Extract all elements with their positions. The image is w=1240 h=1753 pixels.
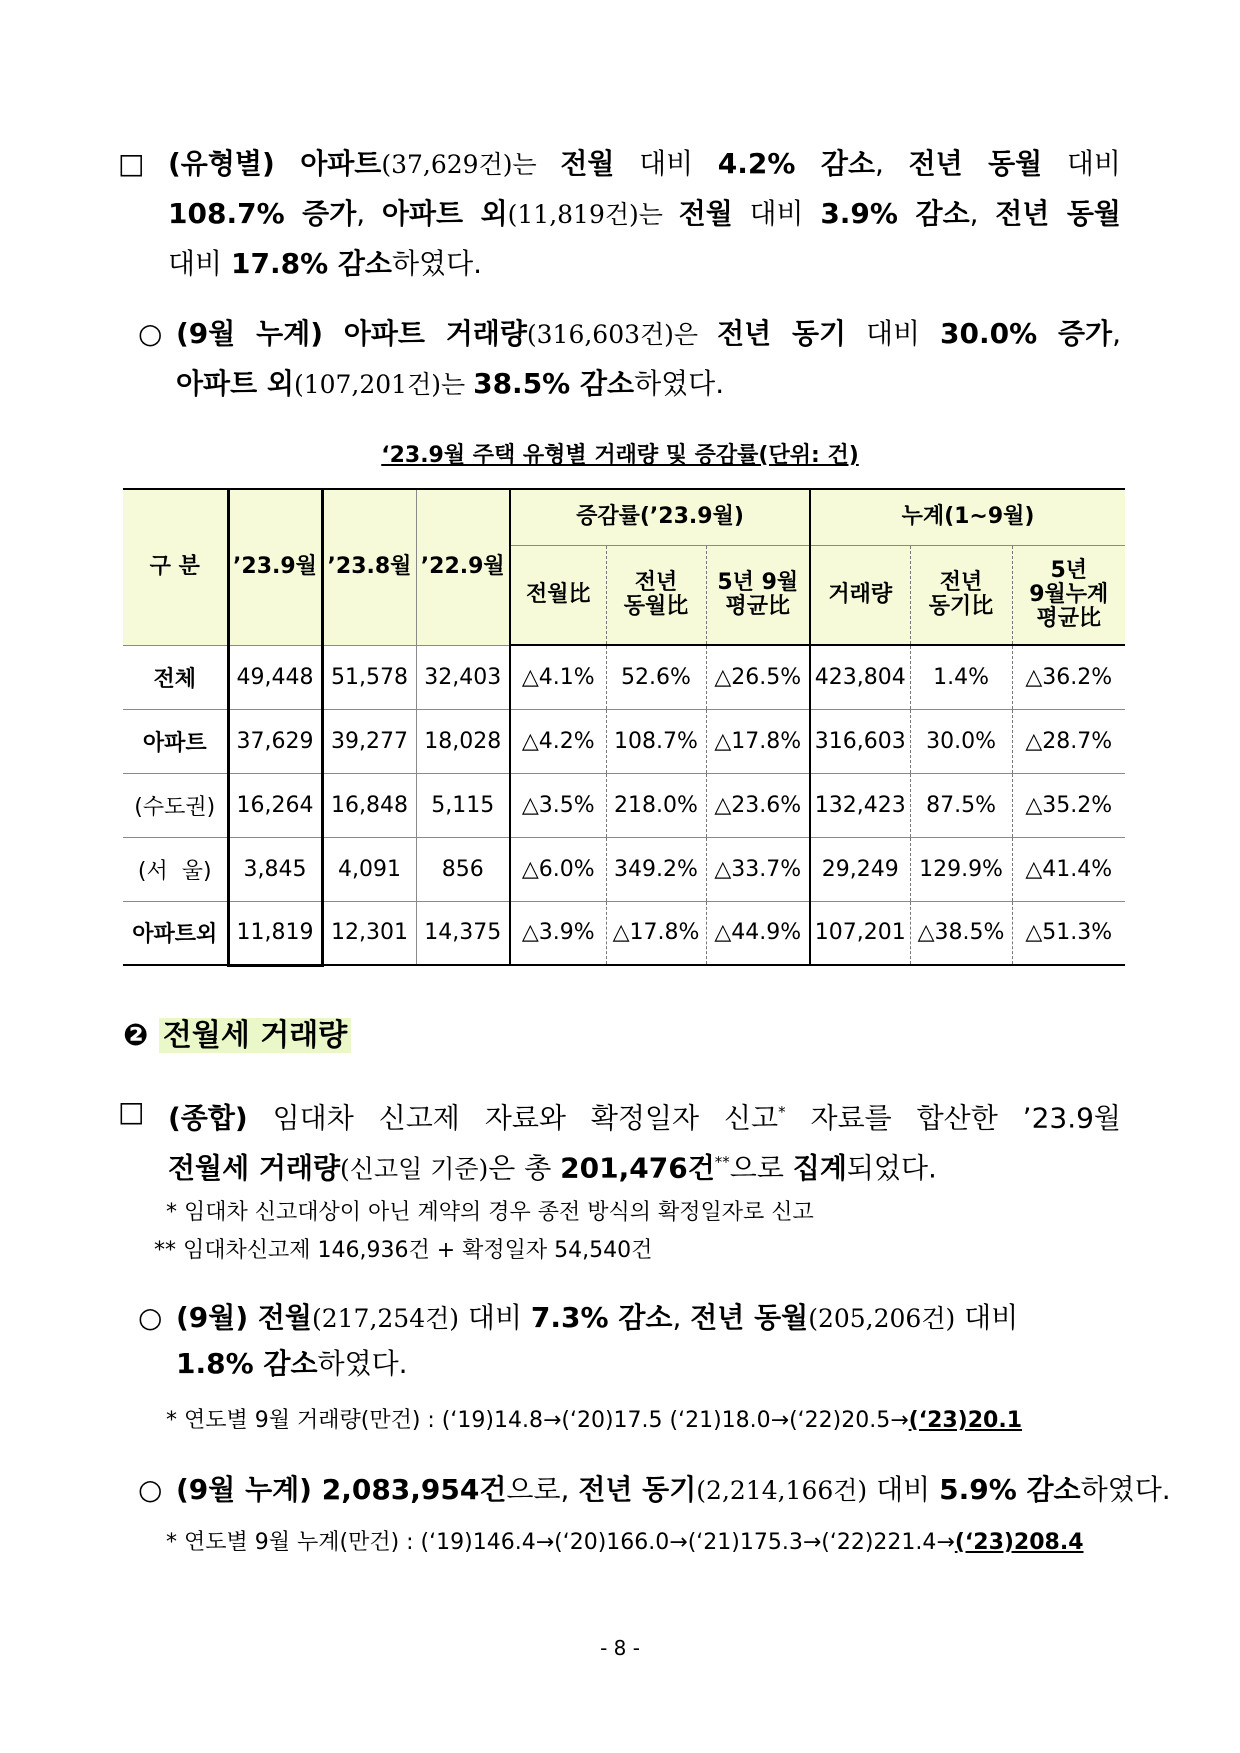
text-line bbox=[168, 1138, 937, 1193]
table-cell: 5,115 bbox=[416, 773, 510, 837]
table-cell: 423,804 bbox=[810, 645, 910, 709]
text-run: (신고일 기준) bbox=[340, 1154, 489, 1184]
header-col-2209: ’22.9월 bbox=[416, 489, 510, 645]
header-col-2308: ’23.8월 bbox=[322, 489, 416, 645]
text-run: 1.8% 감소 bbox=[176, 1347, 318, 1380]
row-label: (서 울) bbox=[123, 837, 228, 901]
text-run: 전년 동월 bbox=[908, 147, 1043, 180]
section-title bbox=[123, 1010, 351, 1054]
text-run: 108.7% 증가 bbox=[168, 197, 357, 230]
table-cell: △17.8% bbox=[706, 709, 810, 773]
table-cell: 18,028 bbox=[416, 709, 510, 773]
table-cell: △3.5% bbox=[510, 773, 606, 837]
text-run: 전월 bbox=[560, 147, 615, 180]
table-cell: 316,603 bbox=[810, 709, 910, 773]
table-cell: 856 bbox=[416, 837, 510, 901]
text-run: 아파트 외 bbox=[176, 367, 294, 400]
text-run: 201,476건 bbox=[560, 1151, 715, 1185]
header-category: 구 분 bbox=[123, 489, 228, 645]
text-run: 되었다. bbox=[846, 1151, 937, 1185]
bullet: ○ bbox=[138, 1301, 163, 1334]
text-run: 아파트 외 bbox=[381, 197, 508, 230]
footnote-text: * 연도별 9월 거래량(만건) : (‘19)14.8→(‘20)17.5 (‘21)18.0→(‘22)20.5→ bbox=[166, 1408, 909, 1433]
table-cell: 129.9% bbox=[910, 837, 1012, 901]
text-run: 대비 bbox=[846, 317, 941, 350]
text-run: 대비 bbox=[732, 197, 821, 230]
text-line bbox=[168, 1088, 1121, 1142]
transaction-table bbox=[123, 488, 1125, 967]
table-row bbox=[123, 901, 1125, 965]
table-cell: △3.9% bbox=[510, 901, 606, 965]
text-run: (유형별) 아파트 bbox=[168, 147, 382, 180]
table-row bbox=[123, 837, 1125, 901]
header-group-cumulative: 누계(1~9월) bbox=[810, 489, 1125, 545]
table-cell: △33.7% bbox=[706, 837, 810, 901]
text-run: (205,206건) bbox=[808, 1304, 956, 1333]
table-cell: 14,375 bbox=[416, 901, 510, 965]
text-run: (9월 누계) 아파트 거래량 bbox=[176, 317, 527, 350]
table-cell: 12,301 bbox=[322, 901, 416, 965]
text-run: 자료를 합산한 ’23.9월 bbox=[785, 1101, 1121, 1135]
header-sub-yoy: 전년 동월比 bbox=[606, 545, 706, 645]
table-row bbox=[123, 773, 1125, 837]
text-run: (9월) 전월 bbox=[176, 1301, 312, 1334]
text-run: 대비 bbox=[614, 147, 718, 180]
bullet: ○ bbox=[138, 317, 163, 350]
table-row bbox=[123, 645, 1125, 709]
text-line bbox=[176, 360, 724, 409]
section-title-text: 전월세 거래량 bbox=[159, 1018, 351, 1053]
text-run: 전년 동기 bbox=[717, 317, 847, 350]
table-cell: △26.5% bbox=[706, 645, 810, 709]
table-cell: △28.7% bbox=[1012, 709, 1125, 773]
text-run: 임대차 신고제 자료와 확정일자 신고 bbox=[247, 1101, 779, 1135]
table-row bbox=[123, 709, 1125, 773]
text-run: 5.9% 감소 bbox=[939, 1473, 1081, 1506]
text-line bbox=[168, 240, 482, 288]
footnote-yearly-cumulative bbox=[166, 1526, 1084, 1560]
table-cell: △35.2% bbox=[1012, 773, 1125, 837]
row-label: (수도권) bbox=[123, 773, 228, 837]
text-run: (107,201건)는 bbox=[293, 370, 474, 399]
table-cell: △17.8% bbox=[606, 901, 706, 965]
table-cell: 51,578 bbox=[322, 645, 416, 709]
text-run: , bbox=[969, 197, 996, 230]
footnote-highlight: (‘23)208.4 bbox=[954, 1530, 1084, 1555]
footnote-yearly-volume bbox=[166, 1404, 1022, 1438]
text-run: * bbox=[778, 1103, 786, 1121]
text-line bbox=[176, 1294, 1018, 1343]
table-cell: 39,277 bbox=[322, 709, 416, 773]
footnote: ** 임대차신고제 146,936건 + 확정일자 54,540건 bbox=[154, 1238, 653, 1263]
table-cell: 16,848 bbox=[322, 773, 416, 837]
row-label: 아파트 bbox=[123, 709, 228, 773]
table-cell: 4,091 bbox=[322, 837, 416, 901]
table-cell: 52.6% bbox=[606, 645, 706, 709]
text-run: 7.3% 감소 bbox=[530, 1301, 673, 1334]
text-run: 하였다. bbox=[1080, 1473, 1171, 1506]
text-run: (217,254건) bbox=[311, 1304, 460, 1333]
text-run: , bbox=[1112, 317, 1121, 350]
text-run: 대비 bbox=[867, 1473, 940, 1506]
section-number: ❷ bbox=[123, 1018, 149, 1053]
text-run: 으로, bbox=[506, 1473, 579, 1506]
text-run: 38.5% 감소 bbox=[473, 367, 635, 400]
text-run: 전월 bbox=[678, 197, 733, 230]
table-cell: 49,448 bbox=[228, 645, 322, 709]
text-run: (37,629건)는 bbox=[381, 150, 561, 179]
text-run: , bbox=[672, 1301, 691, 1334]
text-run: 3.9% 감소 bbox=[820, 197, 970, 230]
table-cell: 1.4% bbox=[910, 645, 1012, 709]
table-cell: 87.5% bbox=[910, 773, 1012, 837]
text-run: 은 총 bbox=[488, 1151, 561, 1185]
row-label: 아파트외 bbox=[123, 901, 228, 965]
text-run: 대비 bbox=[1042, 147, 1121, 180]
text-line bbox=[168, 140, 1121, 189]
text-run: 집계 bbox=[792, 1151, 847, 1185]
table-cell: △44.9% bbox=[706, 901, 810, 965]
table-cell: 16,264 bbox=[228, 773, 322, 837]
text-run: 17.8% 감소 bbox=[231, 247, 392, 280]
text-run: (11,819건)는 bbox=[507, 200, 679, 229]
text-line bbox=[176, 1466, 1171, 1515]
text-run: (2,214,166건) bbox=[696, 1476, 868, 1505]
table-cell: 132,423 bbox=[810, 773, 910, 837]
text-run: 으로 bbox=[729, 1151, 793, 1185]
text-run: (9월 누계) 2,083,954건 bbox=[176, 1473, 507, 1506]
page-number: - 8 - bbox=[600, 1636, 640, 1660]
table-cell: 32,403 bbox=[416, 645, 510, 709]
table-cell: 30.0% bbox=[910, 709, 1012, 773]
table-cell: 218.0% bbox=[606, 773, 706, 837]
table-cell: 29,249 bbox=[810, 837, 910, 901]
text-run: 전년 동월 bbox=[690, 1301, 809, 1334]
text-run: 대비 bbox=[168, 247, 231, 280]
text-run: , bbox=[356, 197, 382, 230]
text-run: 30.0% 증가 bbox=[940, 317, 1113, 350]
table-cell: 37,629 bbox=[228, 709, 322, 773]
footnote-highlight: (‘23)20.1 bbox=[908, 1408, 1023, 1433]
table-cell: △6.0% bbox=[510, 837, 606, 901]
text-run: 하였다. bbox=[391, 247, 483, 280]
header-sub-mom: 전월比 bbox=[510, 545, 606, 645]
table-cell: 349.2% bbox=[606, 837, 706, 901]
text-run: 하였다. bbox=[317, 1347, 408, 1380]
text-run: 대비 bbox=[955, 1301, 1019, 1334]
table-cell: △36.2% bbox=[1012, 645, 1125, 709]
table-cell: △38.5% bbox=[910, 901, 1012, 965]
bullet: □ bbox=[118, 1095, 145, 1128]
text-run: 대비 bbox=[459, 1301, 531, 1334]
table-cell: 11,819 bbox=[228, 901, 322, 965]
table-caption: ‘23.9월 주택 유형별 거래량 및 증감률(단위: 건) bbox=[381, 443, 859, 468]
row-label: 전체 bbox=[123, 645, 228, 709]
header-sub-5yr: 5년 9월 평균比 bbox=[706, 545, 810, 645]
footnote: * 임대차 신고대상이 아닌 계약의 경우 종전 방식의 확정일자로 신고 bbox=[166, 1200, 814, 1225]
text-run: 전년 동월 bbox=[995, 197, 1121, 230]
table-cell: △4.1% bbox=[510, 645, 606, 709]
table-cell: 3,845 bbox=[228, 837, 322, 901]
table-cell: △51.3% bbox=[1012, 901, 1125, 965]
bullet: □ bbox=[118, 147, 145, 180]
table-cell: △41.4% bbox=[1012, 837, 1125, 901]
text-run: (316,603건)은 bbox=[526, 320, 718, 349]
header-sub-yoy-cum: 전년 동기比 bbox=[910, 545, 1012, 645]
header-col-2309: ’23.9월 bbox=[228, 489, 322, 645]
bullet: ○ bbox=[138, 1473, 163, 1506]
header-sub-5yr-cum: 5년 9월누계 평균比 bbox=[1012, 545, 1125, 645]
table-cell: 108.7% bbox=[606, 709, 706, 773]
text-line bbox=[176, 1340, 408, 1388]
table-cell: △4.2% bbox=[510, 709, 606, 773]
text-line bbox=[176, 310, 1121, 359]
text-run: 4.2% 감소 bbox=[717, 147, 876, 180]
text-run: ** bbox=[714, 1153, 730, 1171]
text-run: 하였다. bbox=[634, 367, 725, 400]
text-run: (종합) bbox=[168, 1101, 248, 1135]
header-group-change-rate: 증감률(’23.9월) bbox=[510, 489, 810, 545]
header-sub-volume: 거래량 bbox=[810, 545, 910, 645]
text-run: , bbox=[875, 147, 909, 180]
table-cell: △23.6% bbox=[706, 773, 810, 837]
table-cell: 107,201 bbox=[810, 901, 910, 965]
text-run: 전년 동기 bbox=[578, 1473, 697, 1506]
text-line bbox=[168, 190, 1121, 239]
text-run: 전월세 거래량 bbox=[168, 1151, 341, 1185]
footnote-text: * 연도별 9월 누계(만건) : (‘19)146.4→(‘20)166.0→(‘21)175.3→(‘22)221.4→ bbox=[166, 1530, 955, 1555]
